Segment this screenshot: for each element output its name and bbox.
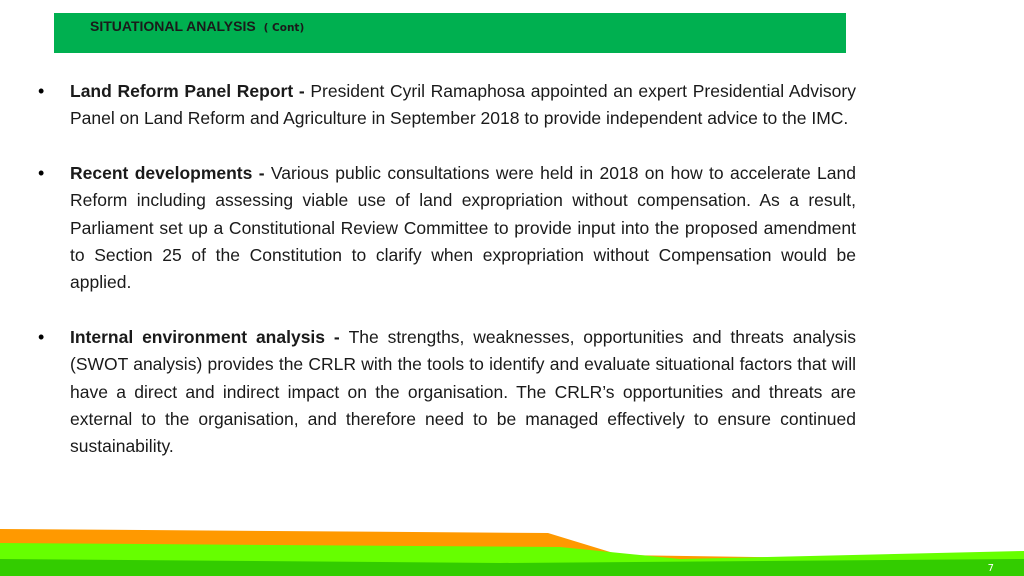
bullet-heading: Internal environment analysis - (70, 326, 349, 347)
bullet-icon: • (38, 326, 45, 347)
bullet-item-recent-developments (32, 160, 856, 297)
bullet-body: President Cyril Ramaphosa appointed an expert Presidential Advisory Panel on Land Reform and Agriculture in September 2018 to provide independent advice to the IMC. (70, 81, 856, 129)
bullet-item-land-reform (32, 78, 856, 133)
bullet-paragraph (70, 78, 856, 133)
bullet-heading: Land Reform Panel Report - (70, 81, 311, 101)
footer-decoration (0, 515, 1024, 576)
title-suffix: ( Cont) (263, 22, 305, 34)
title-text: SITUATIONAL ANALYSIS (90, 18, 256, 34)
page-number: 7 (987, 563, 994, 574)
bullet-icon: • (38, 162, 45, 183)
bullet-item-internal-environment (32, 324, 856, 461)
bullet-list (32, 78, 856, 488)
bullet-body: Various public consultations were held in 2018 on how to accelerate Land Reform including assessing viable use of land expropriation without compensation. As a result, Parliament set up a Constitutional Review Committee to provide input into the proposed amendment to Section 25 of the Constitution to clarify when expropriation without Compensation would be applied. (70, 162, 856, 293)
bullet-body: The strengths, weaknesses, opportunities and threats analysis (SWOT analysis) provides the CRLR with the tools to identify and evaluate situational factors that will have a direct and indirect impact on the organisation. The CRLR’s opportunities and threats are external to the organisation, and therefore need to be managed effectively to ensure continued sustainability. (70, 326, 856, 457)
bullet-heading: Recent developments - (70, 162, 271, 183)
bullet-paragraph (70, 160, 856, 297)
bullet-icon: • (38, 81, 45, 101)
bullet-paragraph (70, 324, 856, 461)
slide-title (90, 18, 304, 34)
